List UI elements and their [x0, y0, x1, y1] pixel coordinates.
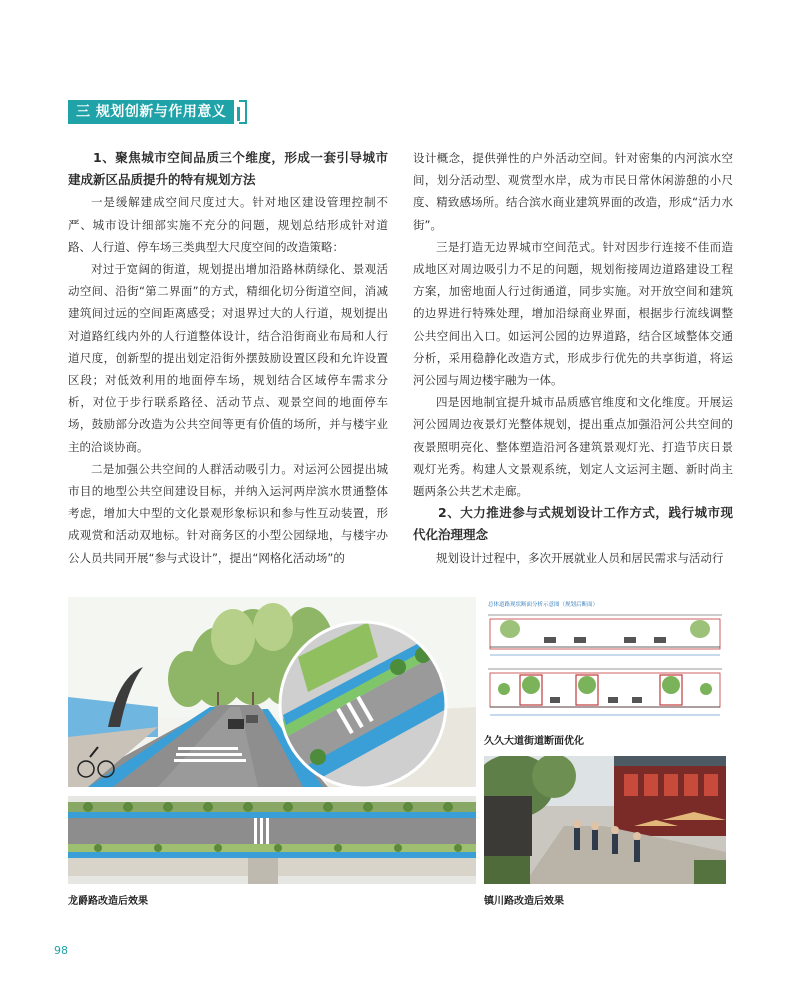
street-rendering-image: [68, 597, 476, 787]
caption-left: 龙爵路改造后效果: [68, 896, 148, 907]
heading-2: 2、大力推进参与式规划设计工作方式，践行城市现代化治理理念: [413, 505, 733, 543]
right-text-column: [413, 147, 733, 569]
section-header: [68, 99, 247, 125]
street-section-diagram: [484, 597, 726, 727]
plan-view-image: [68, 796, 476, 884]
paragraph: 设计概念，提供弹性的户外活动空间。针对密集的内河滨水空间，划分活动型、观赏型水岸，成为市民日常休闲游憩的小尺度、精致感场所。结合滨水商业建筑界面的改造，形成“活力水街”。: [413, 151, 733, 232]
paragraph: 二是加强公共空间的人群活动吸引力。对运河公园提出城市目的地型公共空间建设目标，并纳入运河两岸滨水贯通整体考虑，增加大中型的文化景观形象标识和参与性互动装置，形成观赏和活动双地标。针对商务区的小型公园绿地，与楼宇办公人员共同开展“参与式设计”，提出“网格化活动场”的: [68, 461, 388, 565]
paragraph: 一是缓解建成空间尺度过大。针对地区建设管理控制不严、城市设计细部实施不充分的问题，规划总结形成针对道路、人行道、停车场三类典型大尺度空间的改造策略：: [68, 195, 388, 254]
heading-1: 1、聚焦城市空间品质三个维度，形成一套引导城市建成新区品质提升的特有规划方法: [68, 150, 388, 188]
section-diagram-title: 总体道路现状断面分析示意图（规划后断面）: [488, 602, 599, 608]
left-text-column: [68, 147, 388, 569]
paragraph: 三是打造无边界城市空间范式。针对因步行连接不佳而造成地区对周边吸引力不足的问题，规划衔接周边道路建设工程方案，加密地面人行过街通道，同步实施。对开放空间和建筑的边界进行特殊处理，增加沿绿商业界面，根据步行流线调整公共空间出入口。如运河公园的边界道路，结合区域整体交通分析，采用稳静化改造方式，形成步行优先的共享街道，将运河公园与周边楼宇融为一体。: [413, 239, 733, 388]
page-number: 98: [54, 944, 68, 957]
paragraph: 对过于宽阔的街道，规划提出增加沿路林荫绿化、景观活动空间、沿街“第二界面”的方式，精细化切分街道空间，消减建筑间过远的空间距离感受；对退界过大的人行道，规划提出对道路红线内外的人行道整体设计，结合沿街商业布局和人行道尺度，创新型的提出划定沿街外摆鼓励设置区段和允许设置区段；对低效利用的地面停车场，规划结合区域停车需求分析，对位于步行联系路径、活动节点、观景空间的地面停车场，鼓励部分改造为公共空间等更有价值的场所，并与楼宇业主的洽谈协商。: [68, 262, 388, 454]
paragraph: 规划设计过程中，多次开展就业人员和居民需求与活动行: [436, 550, 724, 565]
street-photo: [484, 756, 726, 884]
paragraph: 四是因地制宜提升城市品质感官维度和文化维度。开展运河公园周边夜景灯光整体规划，提出重点加强沿河公共空间的夜景照明亮化、整体塑造沿河各建筑景观灯光、打造节庆日景观灯光秀。构建人文景观系统，划定人文运河主题、新时尚主题两条公共艺术走廊。: [413, 395, 733, 499]
section-bracket-decoration: [239, 100, 247, 124]
caption-right-top: 久久大道街道断面优化: [484, 736, 584, 747]
caption-right-bottom: 镇川路改造后效果: [484, 896, 564, 907]
section-title: 三 规划创新与作用意义: [68, 100, 234, 124]
